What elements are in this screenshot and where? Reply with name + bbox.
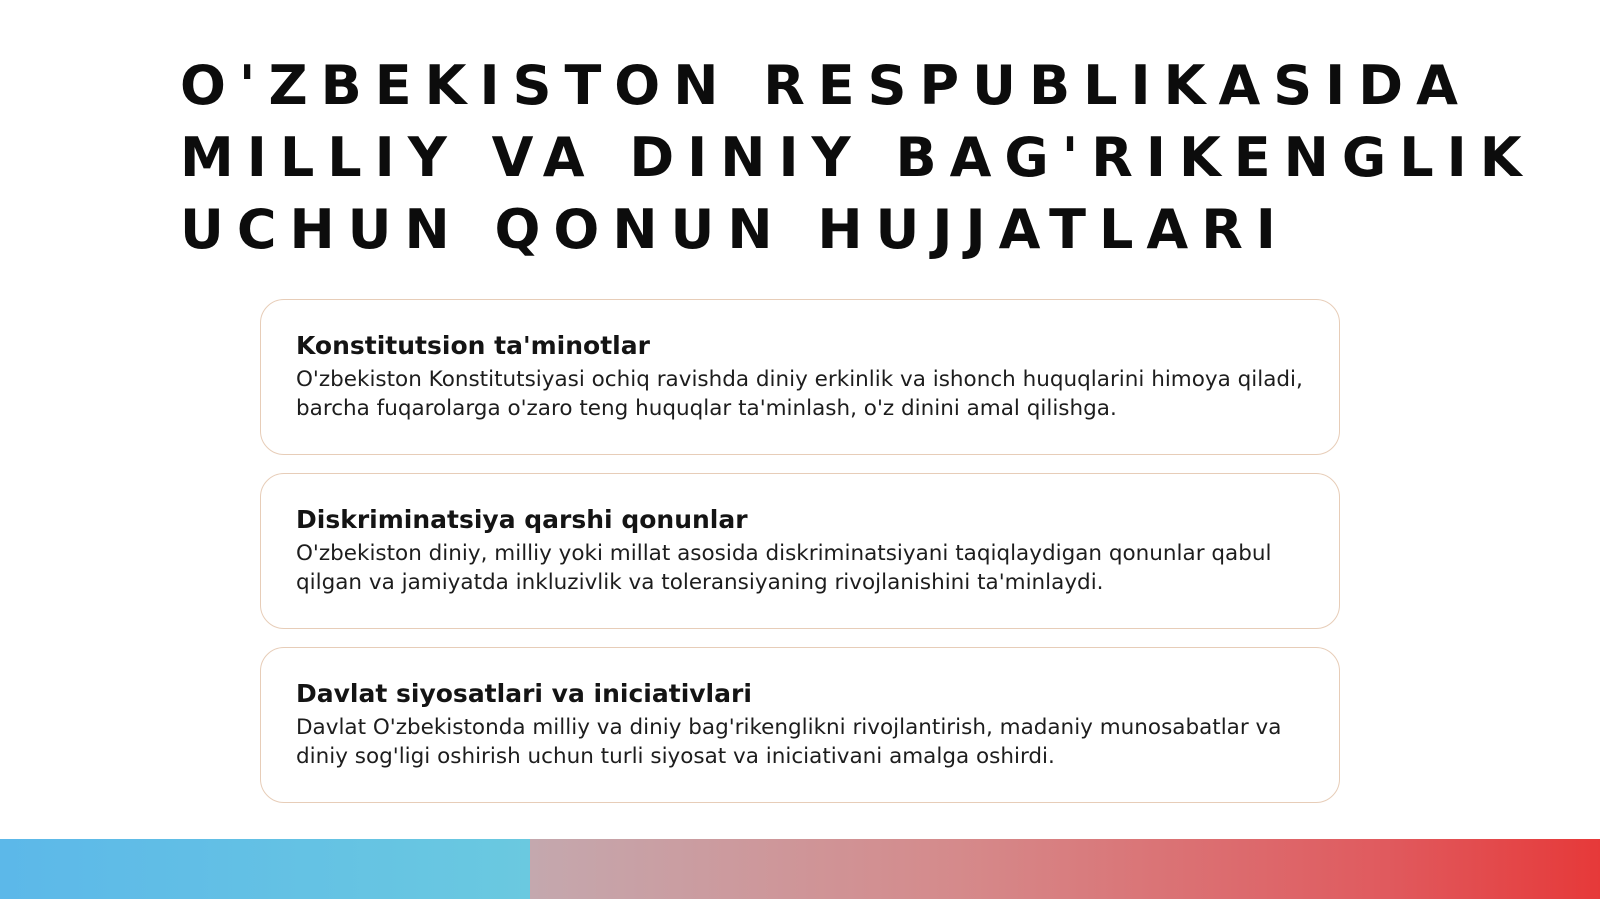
card-state-policies (260, 647, 1340, 803)
card-text: O'zbekiston Konstitutsiyasi ochiq ravishda diniy erkinlik va ishonch huquqlarini himoya qiladi, barcha fuqarolarga o'zaro teng huquqlar ta'minlash, o'z dinini amal qilishga. (296, 367, 1303, 421)
bottom-gradient-bar (0, 839, 1600, 899)
bottom-bar-right-segment (530, 839, 1600, 899)
card-constitutional-guarantees (260, 299, 1340, 455)
bottom-bar-left-segment (0, 839, 530, 899)
card-anti-discrimination-laws (260, 473, 1340, 629)
cards-list (260, 299, 1340, 821)
card-heading: Diskriminatsiya qarshi qonunlar (296, 505, 748, 534)
page-title: O'ZBEKISTON RESPUBLIKASIDA MILLIY VA DINIY BAG'RIKENGLIK UCHUN QONUN HUJJATLARI (180, 54, 1535, 261)
card-heading: Konstitutsion ta'minotlar (296, 331, 650, 360)
card-text: Davlat O'zbekistonda milliy va diniy bag'rikenglikni rivojlantirish, madaniy munosabatlar va diniy sog'ligi oshirish uchun turli siyosat va iniciativani amalga oshirdi. (296, 715, 1282, 769)
card-text: O'zbekiston diniy, milliy yoki millat asosida diskriminatsiyani taqiqlaydigan qonunlar qabul qilgan va jamiyatda inkluzivlik va toleransiyaning rivojlanishini ta'minlaydi. (296, 541, 1272, 595)
card-heading: Davlat siyosatlari va iniciativlari (296, 679, 752, 708)
